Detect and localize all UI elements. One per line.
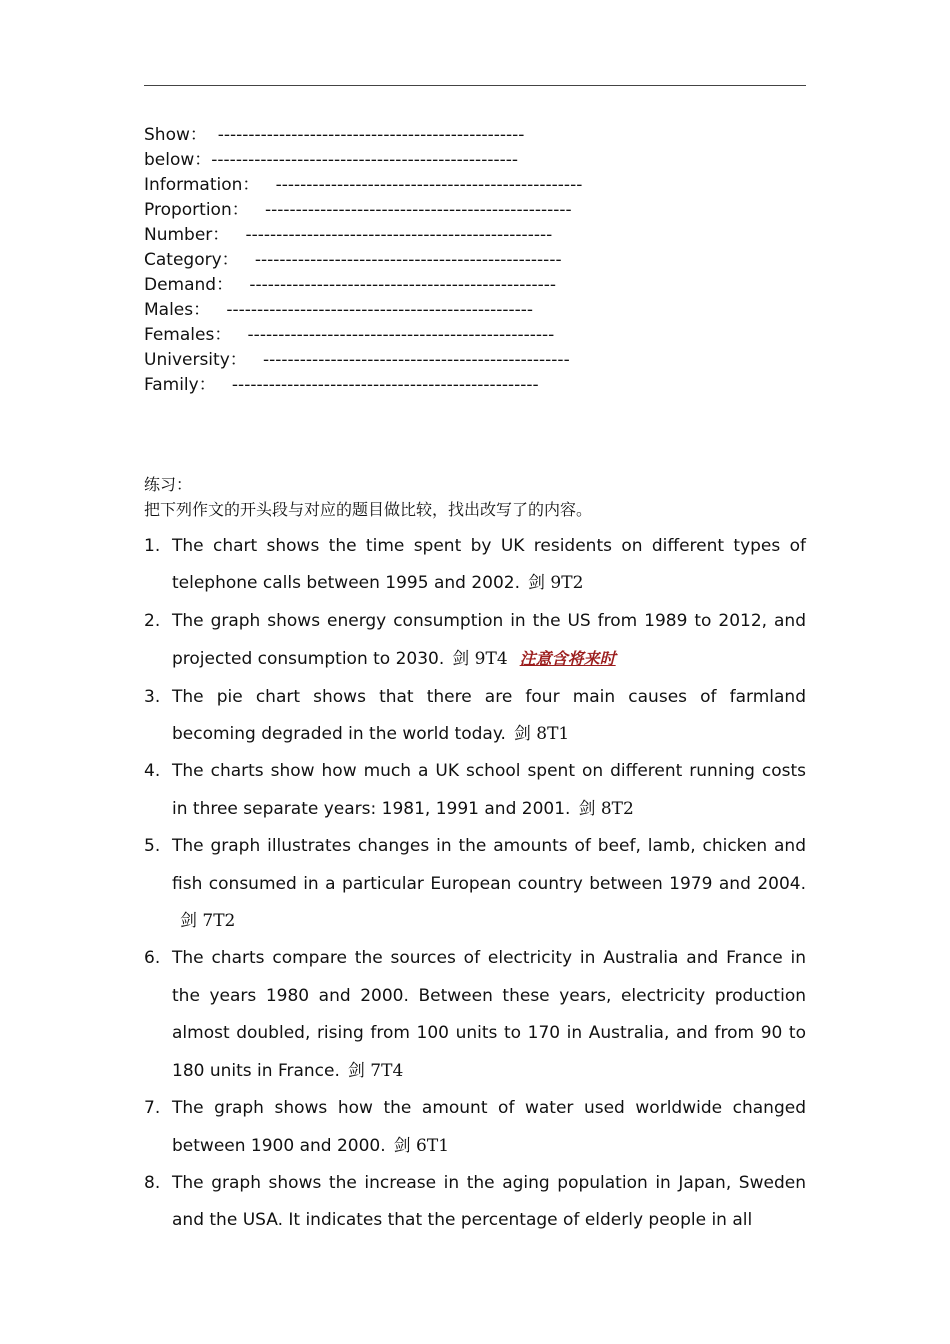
vocab-blank: -------------------------------------------------- <box>264 200 572 220</box>
source-tag: 剑 7T2 <box>180 911 236 932</box>
source-tag: 剑 6T1 <box>393 1135 450 1156</box>
source-tag: 剑 8T1 <box>513 724 570 745</box>
vocab-row <box>144 348 806 373</box>
vocab-blank: -------------------------------------------------- <box>247 325 555 345</box>
item-number: 3. <box>144 686 161 707</box>
list-item <box>144 1165 806 1240</box>
vocab-blank: -------------------------------------------------- <box>245 225 553 245</box>
vocab-word: University： <box>144 350 247 370</box>
vocab-row <box>144 248 806 273</box>
vocab-blank: -------------------------------------------------- <box>254 250 562 270</box>
vocab-word: Information： <box>144 175 260 195</box>
vocab-row <box>144 323 806 348</box>
vocab-word: below： <box>144 150 212 170</box>
exercise-items <box>144 528 806 1240</box>
list-item <box>144 528 806 603</box>
vocab-blank: -------------------------------------------------- <box>231 375 539 395</box>
vocab-word: Show： <box>144 125 207 145</box>
vocab-blank: -------------------------------------------------- <box>262 350 570 370</box>
vocab-list <box>144 123 806 398</box>
list-item <box>144 679 806 754</box>
item-number: 5. <box>144 836 161 857</box>
item-text: The pie chart shows that there are four main causes of farmland becoming degraded in the world today. <box>172 686 806 745</box>
item-number: 4. <box>144 761 161 782</box>
vocab-blank: -------------------------------------------------- <box>211 150 518 170</box>
item-note: 注意含将来时 <box>519 649 616 669</box>
vocab-word: Demand： <box>144 275 234 295</box>
vocab-row <box>144 223 806 248</box>
list-item <box>144 753 806 828</box>
vocab-blank: -------------------------------------------------- <box>226 300 534 320</box>
source-tag: 剑 8T2 <box>578 798 634 819</box>
item-text: The graph shows the increase in the aging population in Japan, Sweden and the USA. It indicates that the percentage of elderly people in all <box>172 1172 806 1231</box>
vocab-row <box>144 123 806 148</box>
vocab-word: Family： <box>144 375 216 395</box>
source-tag: 剑 7T4 <box>347 1060 404 1081</box>
vocab-blank: -------------------------------------------------- <box>275 175 583 195</box>
item-text: The graph shows how the amount of water used worldwide changed between 1900 and 2000. <box>172 1098 806 1156</box>
vocab-word: Category： <box>144 250 239 270</box>
item-text: The graph illustrates changes in the amounts of beef, lamb, chicken and fish consumed in a particular European country between 1979 and 2004. <box>172 836 806 894</box>
source-tag: 剑 9T2 <box>528 573 584 594</box>
item-number: 6. <box>144 948 161 969</box>
source-tag: 剑 9T4 <box>452 649 508 670</box>
exercise-instruction: 把下列作文的开头段与对应的题目做比较，找出改写了的内容。 <box>144 500 593 519</box>
item-text: The graph shows energy consumption in the US from 1989 to 2012, and projected consumption to 2030. <box>172 610 806 670</box>
vocab-row <box>144 273 806 298</box>
vocab-word: Females： <box>144 325 232 345</box>
vocab-blank: -------------------------------------------------- <box>249 275 557 295</box>
list-item <box>144 1090 806 1165</box>
item-text: The charts show how much a UK school spent on different running costs in three separate years: 1981, 1991 and 2001. <box>172 761 806 819</box>
list-item <box>144 603 806 679</box>
vocab-blank: -------------------------------------------------- <box>217 125 525 145</box>
vocab-row <box>144 198 806 223</box>
vocab-word: Number： <box>144 225 230 245</box>
list-item <box>144 940 806 1090</box>
vocab-word: Proportion： <box>144 200 249 220</box>
item-number: 2. <box>144 610 161 631</box>
list-item <box>144 828 806 940</box>
item-number: 1. <box>144 536 161 556</box>
item-number: 8. <box>144 1172 161 1193</box>
item-number: 7. <box>144 1098 161 1119</box>
vocab-row <box>144 373 806 398</box>
vocab-row <box>144 173 806 198</box>
vocab-row <box>144 148 806 173</box>
vocab-row <box>144 298 806 323</box>
header-rule <box>144 85 806 86</box>
item-text: The charts compare the sources of electricity in Australia and France in the years 1980 and 2000. Between these years, electricity production almost doubled, rising from 100 units to 170 in Australia, and from 90 to 180 units in France. <box>172 948 806 1081</box>
exercise-title: 练习： <box>144 475 193 494</box>
vocab-word: Males： <box>144 300 211 320</box>
item-text: The chart shows the time spent by UK residents on different types of telephone calls between 1995 and 2002. <box>172 536 806 594</box>
